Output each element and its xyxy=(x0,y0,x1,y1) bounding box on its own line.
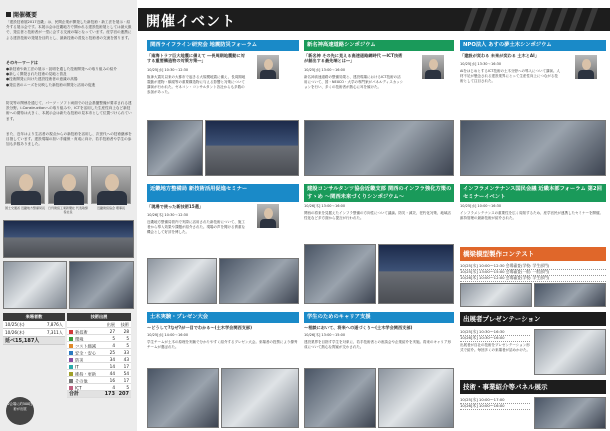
event-card xyxy=(147,312,299,430)
color-swatch-icon xyxy=(69,379,73,383)
tech-category-label: 新技術 xyxy=(75,329,88,335)
contest-photo xyxy=(534,283,606,307)
color-swatch-icon xyxy=(69,337,73,341)
event-body: 阪神大震災以来の大都市で起きる大規模地震に備え、長周期地震動が建物・橋梁等の重要構造物に与える影響と対策について講演が行われた。ゼネコン・コンサルタント各社からも多数の参加があった。 xyxy=(147,75,246,94)
tech-row xyxy=(67,363,131,370)
event-photo xyxy=(147,120,203,176)
event-subtitle: 「新名神 その先に見える高速道路網時代 ―ICT技術が創出する最先端とは―」 xyxy=(304,53,403,63)
decor-stripe xyxy=(524,8,538,31)
contest-line: 10/26[木] 10:00～12:00 会場審査(学校: 学生部門) xyxy=(460,275,606,282)
tech-category-label: 防災 xyxy=(75,357,84,363)
event-photo xyxy=(219,258,299,304)
decor-stripe xyxy=(494,8,508,31)
event-header: 土木実験・プレゼン大会 xyxy=(147,312,299,323)
stats-total xyxy=(3,337,65,345)
tech-row xyxy=(67,370,131,377)
tech-count: 5 xyxy=(112,336,115,341)
decor-stripe xyxy=(554,8,568,31)
tech-count: 44 xyxy=(109,371,115,376)
purpose-title: そのキーワードは xyxy=(6,60,38,65)
event-header: NPO法人 あすの夢土木シンポジウム xyxy=(460,40,606,51)
decor-stripe xyxy=(584,8,598,31)
tech-count: 25 xyxy=(109,350,115,355)
tech-category xyxy=(69,342,101,348)
tech-count: 5 xyxy=(126,343,129,348)
stats-label: 10/26(木) xyxy=(5,330,25,335)
event-date: 10/26[木] 13:00～16:00 xyxy=(304,204,346,208)
stats-header: 来場者数 xyxy=(3,313,65,321)
section-heading-text: 開催概要 xyxy=(13,12,38,19)
event-date: 10/25[水] 13:30～16:30 xyxy=(460,62,502,66)
panel-card xyxy=(460,380,606,430)
tech-total-b: 207 xyxy=(118,391,129,397)
speaker-photo xyxy=(257,55,279,79)
tech-category-label: コスト縮減 xyxy=(75,343,96,349)
event-photo xyxy=(304,368,376,428)
event-header: インフラメンテナンス国民会議 近畿本部フォーラム 第2回セミナーイベント xyxy=(460,184,606,202)
tech-rows xyxy=(67,328,131,391)
event-date: 10/25[水] 10:30～12:30 xyxy=(147,68,189,72)
stats-value: 7,876人 xyxy=(46,322,63,327)
tech-category-label: その他 xyxy=(75,378,88,384)
event-card xyxy=(147,40,299,180)
tech-category xyxy=(69,384,101,390)
body-text: 防災等の関係を通じて、パーツ・ソフト両面での社会基盤整備が要求される建設分野。i-Constructionへの取り組みや、ICTを活用した生産性向上など新技術への期待は大きく、本展示会は新たな技術の見本市として位置づけられています。 xyxy=(6,101,132,121)
event-body: 近畿地方整備局管内で実際に活用された新技術について、施工者から導入効果や課題が紹介された。現場の声を聞ける貴重な機会として好評を博した。 xyxy=(147,220,245,234)
portrait-caption: 国土交通省 近畿地方整備局長 xyxy=(5,206,45,210)
event-photo xyxy=(147,258,217,304)
color-swatch-icon xyxy=(69,344,73,348)
event-card xyxy=(304,184,454,306)
tech-count: 34 xyxy=(109,357,115,362)
color-swatch-icon xyxy=(69,351,73,355)
event-header: 近畿地方整備局 新技術活用促進セミナー xyxy=(147,184,299,202)
presentation-body: 出展者が自社の技術をプレゼンテーション形式で紹介。毎回多くの来場者が詰めかけた。 xyxy=(460,343,530,352)
event-subtitle: ～相談において、将来への道づくり～(土木学会関西支部) xyxy=(304,325,413,330)
purpose-list xyxy=(6,67,132,99)
tech-category xyxy=(69,377,101,383)
panel-line: 10/25[水] 10:00～17:00 xyxy=(460,397,530,404)
tech-total-a: 173 xyxy=(104,391,115,397)
tech-col xyxy=(69,321,101,327)
tech-count: 17 xyxy=(123,364,129,369)
speaker-photo xyxy=(257,204,279,228)
panel-line: 10/26[木] 10:00～16:00 xyxy=(460,403,530,410)
tech-header: 技術出展 xyxy=(67,313,131,321)
decor-stripe xyxy=(464,8,478,31)
tech-category-label: ICT xyxy=(75,385,82,391)
exhibit-hall-photo xyxy=(3,261,67,309)
tech-category-label: 安全・安心 xyxy=(75,350,96,356)
speaker-photo xyxy=(422,55,444,79)
event-photo xyxy=(460,120,606,176)
stats-row xyxy=(3,321,65,329)
purpose-item: ●新しく開発された技術の見地と普及 xyxy=(6,72,67,77)
tech-count: 14 xyxy=(109,364,115,369)
event-header: 関西ライフライン研究会 地震防災フォーラム xyxy=(147,40,299,51)
tech-row xyxy=(67,349,131,356)
tech-category xyxy=(69,356,101,362)
event-photo xyxy=(205,120,299,176)
event-photo xyxy=(378,244,454,304)
event-date: 10/25[水] 10:00～16:30 xyxy=(460,204,502,208)
event-body: 学生チームが土木の原理を実験で分かりやすく紹介するプレゼン大会。来場者の投票により優秀チームが選ばれた。 xyxy=(147,340,298,349)
color-swatch-icon xyxy=(69,365,73,369)
stats-label: 10/25(水) xyxy=(5,322,25,327)
tech-category-label: IT xyxy=(75,364,79,370)
event-header: 建設コンサルタンツ協会近畿支部 関西のインフラ強化方策のすゝめ ～関西未来づくりシンポジウム～ xyxy=(304,184,454,202)
event-subtitle: ～どうして?なぜ?が一目でわかる～(土木学会関西支部) xyxy=(147,325,253,330)
speaker-photo xyxy=(575,55,597,79)
event-subtitle: 「建設が変わる 未来が変わる 土木とAI」 xyxy=(460,53,539,58)
decor-stripe xyxy=(479,8,493,31)
stats-value: 7,311人 xyxy=(46,330,63,335)
tech-count: 54 xyxy=(123,371,129,376)
event-photo xyxy=(304,244,376,304)
event-photo xyxy=(221,368,299,428)
tech-count: 28 xyxy=(123,329,129,334)
event-card xyxy=(460,40,606,180)
intro-text: 「建設技術展2017近畿」は、民間企業が開発した新技術・新工法を展示・紹介する展示会です。本展示会は近畿地方で開かれる建設技術展としては最大級で、発注者と技術者が一堂に会する交流の場となっています。産学官の連携による建設技術の発展を目的とし、最新技術の普及と技術者の交流を図ります。 xyxy=(6,20,132,40)
tech-category xyxy=(69,363,101,369)
tech-row xyxy=(67,342,131,349)
purpose-item: ●新技術や新工法の展示・説明を通した技術開発への取り組みの紹介 xyxy=(6,67,117,71)
color-swatch-icon xyxy=(69,330,73,334)
color-swatch-icon xyxy=(69,386,73,390)
tech-count: 4 xyxy=(112,385,115,390)
tech-row xyxy=(67,328,131,335)
stats-total-value: 延べ15,187人 xyxy=(5,338,40,344)
decor-stripe xyxy=(539,8,553,31)
contest-card xyxy=(460,247,606,307)
tech-count: 5 xyxy=(126,385,129,390)
portrait-caption: 近畿建設協会 理事長 xyxy=(97,206,125,210)
title-bar xyxy=(138,8,610,31)
decor-stripe xyxy=(569,8,583,31)
visitor-stats-table xyxy=(3,313,65,345)
event-photo xyxy=(304,120,454,176)
square-icon xyxy=(6,12,11,17)
contest-line: 10/25[水] 13:00～15:00 会場審査(一般: 一般部門) xyxy=(460,269,606,276)
event-body: AIをはじめとするICT技術の土木分野への導入について講演。人材不足が懸念される建設業界にとって生産性向上につながる技術として注目された。 xyxy=(460,69,560,83)
event-body: 関西の将来を見据えたインフラ整備の方向性について議論。防災・減災、老朽化対策、地域活性化など多方面から提言が行われた。 xyxy=(304,211,451,220)
tech-count: 4 xyxy=(112,343,115,348)
tech-category xyxy=(69,370,101,376)
event-subtitle: 「南海トラフ巨大地震に備えて ―長周期地震動に対する重要構造物の対策方策―」 xyxy=(147,53,245,63)
color-swatch-icon xyxy=(69,372,73,376)
event-header: 新名神高速道路シンポジウム xyxy=(304,40,454,51)
tech-count: 43 xyxy=(123,357,129,362)
event-date: 10/25[水] 13:00～16:00 xyxy=(304,68,346,72)
presentation-header: 出展者プレゼンテーション xyxy=(460,312,606,326)
decor-stripe xyxy=(509,8,523,31)
event-body: 新名神高速道路の整備効果と、建設現場におけるICT技術の活用について、国・NEXCO・大学の専門家がパネルディスカッションを行い、多くの技術者が熱心に耳を傾けた。 xyxy=(304,75,404,89)
section-heading xyxy=(6,10,37,19)
summary-bubble: 2会場に約500技術が出展 xyxy=(6,397,34,425)
event-card xyxy=(304,312,454,430)
tech-category xyxy=(69,335,101,341)
event-body: 建設業界を目指す学生を対象に、若手技術者との座談会や企業紹介を実施。将来のキャリア形成について熱心な質疑が交わされた。 xyxy=(304,340,451,349)
tech-count: 5 xyxy=(126,336,129,341)
event-date: 10/26[木] 13:00～15:00 xyxy=(304,333,346,337)
event-subtitle: 「現場で使った新技術15選」 xyxy=(147,204,204,209)
tech-count: 16 xyxy=(109,378,115,383)
panel-photo xyxy=(534,397,606,429)
tech-col-header xyxy=(67,321,131,328)
tech-category xyxy=(69,349,101,355)
purpose-item: ●発注者のニーズを反映した新技術の開発と活用の促進 xyxy=(6,82,96,87)
presentation-line: 10/26[木] 10:30～16:00 xyxy=(460,335,530,342)
event-date: 10/26[木] 10:30～12:30 xyxy=(147,213,189,217)
tech-col: 出展 xyxy=(106,322,115,327)
event-card xyxy=(304,40,454,180)
ceremony-photo xyxy=(3,220,134,258)
tech-total xyxy=(67,391,131,398)
sidebar xyxy=(0,0,137,431)
tech-total-label: 合計 xyxy=(69,391,80,397)
contest-header: 橋梁模型製作コンテスト xyxy=(460,247,606,261)
event-photo xyxy=(147,368,219,428)
event-photo xyxy=(378,368,454,428)
presentation-line: 10/25[水] 10:30～16:30 xyxy=(460,329,530,336)
event-body: インフラメンテナンスの重要性を広く周知するため、産学官民が連携したセミナーを開催。維持管理の最新技術が紹介された。 xyxy=(460,211,603,220)
portrait-caption: 日刊建設工業新聞社 代表取締役社長 xyxy=(48,206,88,214)
tech-row xyxy=(67,335,131,342)
purpose-item: ●技術開発に向けた建設技術者の意識の高揚 xyxy=(6,77,78,82)
event-date: 10/25[水] 14:00～16:00 xyxy=(147,333,189,337)
tech-exhibit-table xyxy=(67,313,131,398)
tech-count: 27 xyxy=(109,329,115,334)
tech-row xyxy=(67,377,131,384)
tech-col: 技術 xyxy=(120,322,129,327)
tech-count: 17 xyxy=(123,378,129,383)
tech-category-label: 維持・更新 xyxy=(75,371,96,377)
tech-row xyxy=(67,384,131,391)
contest-photo xyxy=(460,283,532,307)
event-header: 学生のためのキャリア支援 xyxy=(304,312,454,323)
exhibit-hall-photo xyxy=(69,261,134,309)
event-card xyxy=(147,184,299,306)
tech-category-label: 環境 xyxy=(75,336,84,342)
page-title: 開催イベント xyxy=(146,14,236,30)
event-card xyxy=(460,184,606,244)
tech-category xyxy=(69,328,101,334)
stats-row xyxy=(3,329,65,337)
portrait-photo xyxy=(91,166,131,204)
contest-line: 10/25[水] 10:00～12:30 会場審査(学校: 学生部門) xyxy=(460,263,606,270)
portrait-photo xyxy=(5,166,45,204)
portrait-photo xyxy=(48,166,88,204)
tech-row xyxy=(67,356,131,363)
panel-header: 技術・事業紹介等パネル展示 xyxy=(460,380,606,394)
body-text: また、近年はより生活者の視点からの新技術を活用し、次世代への技術継承を目指しています。建設現場の担い手確保・育成に向け、若手技術者や学生の参加も多数ありました。 xyxy=(6,132,132,147)
presentation-card xyxy=(460,312,606,378)
tech-count: 33 xyxy=(123,350,129,355)
presentation-photo xyxy=(534,329,606,375)
color-swatch-icon xyxy=(69,358,73,362)
